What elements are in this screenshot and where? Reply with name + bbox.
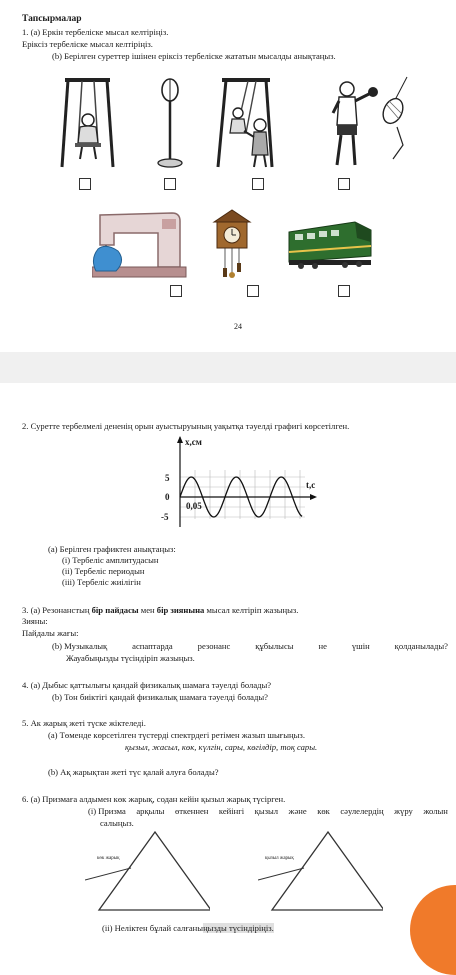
question-3b [52,641,448,651]
question-6a-i-word: өткеннен [174,806,209,816]
graph-x-axis-label: t,c [306,480,316,490]
prism-1-label: көк жарық [97,856,120,861]
question-6a-i-word: және [288,806,307,816]
question-6a-i-word: арқылы [136,806,165,816]
sewing-machine-icon [92,205,187,280]
page-gap [0,352,456,383]
swing-push-icon [208,75,276,170]
question-3-harm-label: Зияны: [22,616,48,626]
displacement-time-graph [150,435,330,535]
question-1b: (b) Берілген суреттер ішінен еріксіз тербеліске жататын мысалды анықтаңыз. [52,51,336,61]
question-6a-i-word: жүру [394,806,413,816]
question-6a-i-line-2: салыңыз. [100,818,134,828]
question-6a-i-word: кейінгі [218,806,245,816]
question-1a-forced: Еріксіз тербеліске мысал келтіріңіз. [22,39,153,49]
question-1a: 1. (а) Еркін тербеліске мысал келтіріңіз. [22,27,169,37]
graph-tick-0: 0 [165,492,170,502]
question-3b-word: не [318,641,327,651]
answer-checkbox-4[interactable] [338,178,350,190]
question-4a: 4. (a) Дыбыс қаттылығы қандай физикалық шамаға тәуелді болады? [22,680,272,690]
question-5-colors: қызыл, жасыл, көк, күлгін, сары, көгілдір, тоқ сары. [125,742,318,752]
question-5b: (b) Ақ жарықтан жеті түс қалай алуға болады? [48,767,219,777]
prism-red-light [258,828,383,913]
answer-checkbox-3[interactable] [252,178,264,190]
worksheet-page-1 [0,0,456,352]
page-number: 24 [234,322,242,331]
question-3b-word: үшін [351,641,370,651]
answer-checkbox-6[interactable] [247,285,259,297]
question-2a-iii: (iii) Тербеліс жиілігін [62,577,141,587]
graph-tick-minus-5: -5 [161,512,169,522]
question-6a: 6. (a) Призмаға алдымен көк жарық, содан кейін қызыл жарық түсірген. [22,794,286,804]
question-3-benefit-label: Пайдалы жағы: [22,628,79,638]
boxer-punching-bag-icon [325,75,415,170]
locomotive-icon [285,212,375,272]
question-6a-i-word: жолын [423,806,448,816]
question-3b-word: аспаптарда [132,641,173,651]
question-4b: (b) Тон биіктігі қандай физикалық шамаға тәуелді болады? [52,692,268,702]
question-5a: (a) Төменде көрсетілген түстерді спектрдегі ретімен жазып шығыңыз. [48,730,305,740]
worksheet-page-2 [0,383,456,938]
question-3b-word: құбылысы [255,641,294,651]
question-6a-i-word: көк [317,806,330,816]
question-2a-i: (i) Тербеліс амплитудасын [62,555,159,565]
question-3b-word: қолданылады? [394,641,448,651]
question-2a: (a) Берілген графиктен анықтаңыз: [48,544,176,554]
swing-child-icon [60,75,115,170]
graph-tick-5: 5 [165,473,170,483]
question-6a-i [88,806,448,816]
graph-tick-0-05: 0,05 [186,501,202,511]
question-6a-i-word: сәулелердің [340,806,384,816]
answer-checkbox-5[interactable] [170,285,182,297]
question-2a-ii: (ii) Тербеліс периодын [62,566,145,576]
question-2: 2. Суретте тербелмелі дененің орын ауыстыруының уақытқа тәуелді графигі көрсетілген. [22,421,350,431]
question-5: 5. Ак жарық жеті түске жіктеледі. [22,718,146,728]
answer-checkbox-2[interactable] [164,178,176,190]
prism-2-label: қызыл жарық [265,856,294,861]
answer-checkbox-7[interactable] [338,285,350,297]
cuckoo-clock-icon [210,208,255,280]
question-6a-ii: (ii) Неліктен бұлай салғаныңызды түсіндіріңіз. [102,923,274,933]
question-3b-word: резонанс [197,641,231,651]
question-3a: 3. (a) Резонанстың бір пайдасы мен бір зиянына мысал келтіріп жазыңыз. [22,605,299,615]
punching-bag-stand-icon [150,75,190,170]
graph-y-axis-label: x,см [185,437,202,447]
question-3b-word: (b) Музыкалық [52,641,108,651]
tasks-heading: Тапсырмалар [22,14,82,24]
question-6a-i-word: (i) Призма [88,806,126,816]
question-6a-i-word: қызыл [254,806,279,816]
question-3b-line-2: Жауабыңызды түсіндіріп жазыңыз. [66,653,195,663]
answer-checkbox-1[interactable] [79,178,91,190]
prism-blue-light [85,828,210,913]
